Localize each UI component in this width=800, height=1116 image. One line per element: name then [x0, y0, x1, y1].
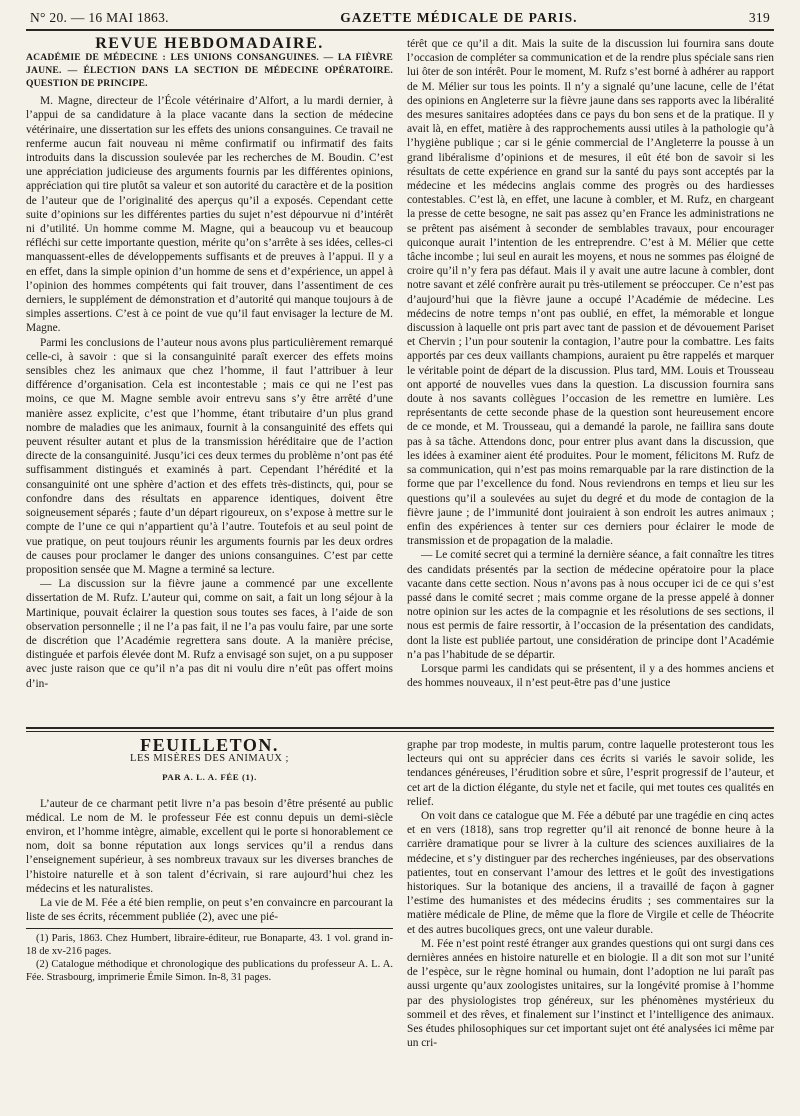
- revue-left-column: [26, 37, 393, 725]
- feuilleton-right-column: [407, 738, 774, 1116]
- feuilleton-paragraph: M. Fée n’est point resté étranger aux grandes questions qui ont surgi dans ces dernières années en histoire naturelle et en biologie. Il a dit son mot sur l’unité de l’espèce, sur le règne hominal ou humain, dont l’adoption ne lui paraît pas aussi urgente qu’aux zoologistes unitaires, sur la longévité promise à l’homme par des physiologistes trop généreux, sur les phénomènes mystérieux du sommeil et des rêves, et finalement sur l’instinct et l’intelligence des animaux. Ses études philosophiques sur cet important sujet ont été analysées ici même par un cri-: [407, 937, 774, 1050]
- revue-right-column: [407, 37, 774, 725]
- feuilleton-section: [26, 732, 774, 1116]
- revue-title: REVUE HEBDOMADAIRE.: [95, 37, 324, 52]
- feuilleton-paragraph: L’auteur de ce charmant petit livre n’a pas besoin d’être présenté au public médical. Le nom de M. le professeur Fée est connu depuis un demi-siècle environ, et l’homme intègre, aimable, excellent qui le porte si honorablement ce nom, doit sa bonne réputation aux longs services qu’il a rendus dans l’enseignement supérieur, à ses nombreux travaux sur les diverses branches de l’histoire naturelle et à son talent d’écrivain, si rare aujourd’hui chez les médecins et les naturalistes.: [26, 797, 393, 895]
- feuilleton-author: PAR A. L. A. FÉE (1).: [162, 772, 257, 783]
- footnotes: [26, 928, 393, 984]
- feuilleton-subtitle: LES MISÈRES DES ANIMAUX ;: [130, 753, 289, 765]
- revue-paragraph: térêt que ce qu’il a dit. Mais la suite de la discussion lui fournira sans doute l’occasion de compléter sa communication et de la rendre plus spéciale sans rien lui ôter de son intérêt. Pour le moment, M. Rufz s’est borné à adhérer au rapport de M. Mélier sur tous les points. Il n’y a signalé qu’une lacune, celle de l’état des opinions en Angleterre sur la fièvre jaune dans ses rapports avec la libéralité des mesures sanitaires adoptées dans ce pays du bon sens et de la pratique. Il y avait là, en effet, matière à des rapprochements aussi utiles à la pathologie qu’à l’hygiène publique ; car si le génie commercial de l’Angleterre la pousse à un grand libéralisme d’opinions et de mesures, il eût été bon de savoir si les résultats de cette expérience en grand sur la santé du pays sont acceptés par la médecine et les médecins anglais comme des progrès ou des hardiesses contestables. C’est là, en effet, une lacune à combler, et M. Rufz, en chargeant la presse de cette besogne, ne sait pas assez qu’en France les administrations ne se prêtent pas aisément à seconder de semblables travaux, pour encourager quiconque aurait l’intention de les entreprendre. C’est à M. Mélier que cette tâche incombe ; lui seul en aurait les moyens, et nous ne sommes pas éloigné de croire qu’il n’y fera pas défaut. Mais il y avait une autre lacune à combler, dont notre savant et zélé confrère aurait pu très-utilement se préoccuper. Ce n’est pas d’aujourd’hui que la fièvre jaune a occupé l’Académie de médecine. Les médecins de notre temps n’ont pas oublié, en effet, la mémorable et longue discussion à laquelle ont pris part avec tant de passion et de dévouement Pariset et Chervin ; l’un pour soutenir la contagion, l’autre pour la combattre. Les faits apportés par ces deux vaillants champions, auraient pu être rappelés et marquer le véritable point de départ de la discussion. Plus tard, MM. Louis et Trousseau ont apporté de nouvelles vues dans la question. La discussion fournira sans doute à nos savants collègues l’occasion de les remettre en lumière. Les représentants de cette seconde phase de la question sont heureusement encore de ce monde, et M. Trousseau, qui a demandé la parole, ne faillira sans doute pas à sa tâche. Attendons donc, pour entrer plus avant dans la discussion, que les idées à examiner aient été produites. Pour le moment, félicitons M. Rufz de sa communication, qui n’est pas moins remarquable par la rare distinction de la forme que par l’excellence du fond. Nous reviendrons en temps et lieu sur les questions qu’il a soulevées au sujet du degré et du mode de contagion de la fièvre jaune ; de l’immunité dont jouiraient à son endroit les autres animaux ; enfin des expériences à tenter sur ces derniers pour éclairer le mode de transmission et de propagation de la maladie.: [407, 38, 774, 548]
- revue-paragraph: Parmi les conclusions de l’auteur nous avons plus particulièrement remarqué celle-ci, à savoir : que si la consanguinité paraît exercer des effets moins sensibles chez les animaux que chez l’homme, il faut l’attribuer à leur différence d’organisation. Cela est incontestable ; mais ce qui ne l’est pas moins, ce que M. Magne semble avoir entrevu sans s’y être arrêté d’une manière assez explicite, c’est que l’homme, étant tributaire d’un plus grand nombre de maladies que les animaux, fournit à la consanguinité des effets qui peuvent résulter autant et plus de la transmission héréditaire que de l’action directe de la consanguinité. Jusqu’ici ces deux termes du problème n’ont pas été suffisamment distingués et examinés à part. Cependant l’hérédité et la consanguinité ont une sphère d’action et des effets très-distincts, qui, pour se confondre dans des résultats en apparence identiques, doivent être soigneusement séparés ; faute d’un départ rigoureux, on s’expose à mettre sur le compte de l’une ce qui n’appartient qu’à l’autre. Toutefois et au seul point de vue pratique, on peut toujours réunir les arguments fournis par les deux ordres de causes pour proclamer le danger des unions consanguines. C’est par cette proposition sensée que M. Magne a terminé sa lecture.: [26, 336, 393, 576]
- revue-paragraph: — La discussion sur la fièvre jaune a commencé par une excellente dissertation de M. Rufz. L’auteur qui, comme on sait, a fait un long séjour à la Martinique, pouvait éclairer la question sous toutes ses faces, à l’aide de son observation personnelle ; il ne l’a pas fait, il ne l’a pas voulu faire, par une sorte de discrétion que l’Académie regrettera sans doute. A la manière précise, distinguée et parfois élevée dont M. Rufz a envisagé son sujet, on a pu supposer avec juste raison que ce qu’il n’a pas dit ni voulu dire n’eût pas offert moins d’in-: [26, 578, 393, 690]
- revue-paragraph: M. Magne, directeur de l’École vétérinaire d’Alfort, a lu mardi dernier, à l’appui de sa candidature à la place vacante dans la section de médecine vétérinaire, une dissertation sur les effets des unions consanguines. Ce travail ne renferme aucun fait nouveau ni même confirmatif ou infirmatif des faits introduits dans la discussion soulevée par les recherches de M. Boudin. C’est une appréciation judicieuse des arguments fournis par les différentes opinions, appréciation qui tire plutôt sa valeur et son autorité du caractère et de la position de l’auteur que de l’originalité des aperçus qu’il a exposés. Cependant cette suite d’opinions sur les différentes parties du sujet n’est dépourvue ni d’intérêt ni d’utilité. Un homme comme M. Magne, qui a beaucoup vu et beaucoup réfléchi sur cette importante question, mérite qu’on s’arrête à ses idées, celles-ci manquassent-elles de développements suffisants et de preuves à l’appui. Il y a en effet, dans la simple opinion d’un homme de sens et d’expérience, un appel à l’opinion des hommes compétents qui fait trouver, dans l’assentiment de ces derniers, le supplément de démonstration et d’autorité qui manque toujours à de simples assertions. C’est à ce point de vue qu’il faut envisager la lecture de M. Magne.: [26, 95, 393, 335]
- footnote: (2) Catalogue méthodique et chronologique des publications du professeur A. L. A. Fée. Strasbourg, imprimerie Émile Simon. In-8, 31 pages.: [26, 959, 393, 984]
- feuilleton-paragraph: La vie de M. Fée a été bien remplie, on peut s’en convaincre en parcourant la liste de ses écrits, récemment publiée (2), avec une pié-: [26, 897, 393, 924]
- feuilleton-paragraph: On voit dans ce catalogue que M. Fée a débuté par une tragédie en cinq actes et en vers (1818), sans trop regretter qu’il ait renoncé de bonne heure à la carrière dramatique pour se livrer à la culture des sciences auxiliaires de la médecine, et s’y distinguer par des recherches ingénieuses, par des observations patientes, tout en conservant l’amour des lettres et le goût des investigations historiques. Sur la botanique des anciens, il a travaillé de façon à gagner l’estime des humanistes et des médecins érudits ; ses commentaires sur la matière médicale de Pline, de même que la flore de Virgile et celle de Théocrite et des autres bucoliques grecs, ont une valeur durable.: [407, 810, 774, 936]
- running-header: [26, 10, 774, 31]
- feuilleton-paragraph: graphe par trop modeste, in multis parum, contre laquelle protesteront tous les lecteurs qui ont su apprécier dans ces écrits si variés le savoir solide, les tendances généreuses, l’érudition sobre et sûre, l’esprit progressif de l’auteur, et cet art de la diction élégante, du style net et facile, qui met toutes ces qualités en relief.: [407, 739, 774, 808]
- page-number: 319: [748, 10, 770, 25]
- revue-paragraph: — Le comité secret qui a terminé la dernière séance, a fait connaître les titres des candidats présentés par la section de médecine opératoire pour la place vacante dans cette section. Nous n’avons pas à nous occuper ici de ce qui s’est passé dans le comité secret ; mais comme organe de la presse appelé à donner notre opinion sur les actes de la compagnie et les résolutions de ses sections, il nous est permis de faire ressortir, à l’occasion de la présentation des candidats, dont la liste est publiée partout, une considération de principe dont l’Académie n’a pas l’habitude de se départir.: [407, 549, 774, 661]
- revue-paragraph: Lorsque parmi les candidats qui se présentent, il y a des hommes anciens et des hommes nouveaux, il n’est peut-être pas d’une justice: [407, 662, 774, 690]
- feuilleton-title: FEUILLETON.: [140, 738, 279, 755]
- revue-section: [26, 31, 774, 725]
- journal-title: GAZETTE MÉDICALE DE PARIS.: [340, 10, 578, 25]
- feuilleton-left-column: [26, 738, 393, 1116]
- issue-date: N° 20. — 16 MAI 1863.: [30, 10, 169, 25]
- revue-summary: ACADÉMIE DE MÉDECINE : LES UNIONS CONSANGUINES. — LA FIÈVRE JAUNE. — ÉLECTION DANS LA SECTION DE MÉDECINE OPÉRATOIRE. QUESTION DE PRINCIPE.: [26, 52, 393, 90]
- footnote: (1) Paris, 1863. Chez Humbert, libraire-éditeur, rue Bonaparte, 43. 1 vol. grand in-18 de xv-216 pages.: [26, 933, 393, 958]
